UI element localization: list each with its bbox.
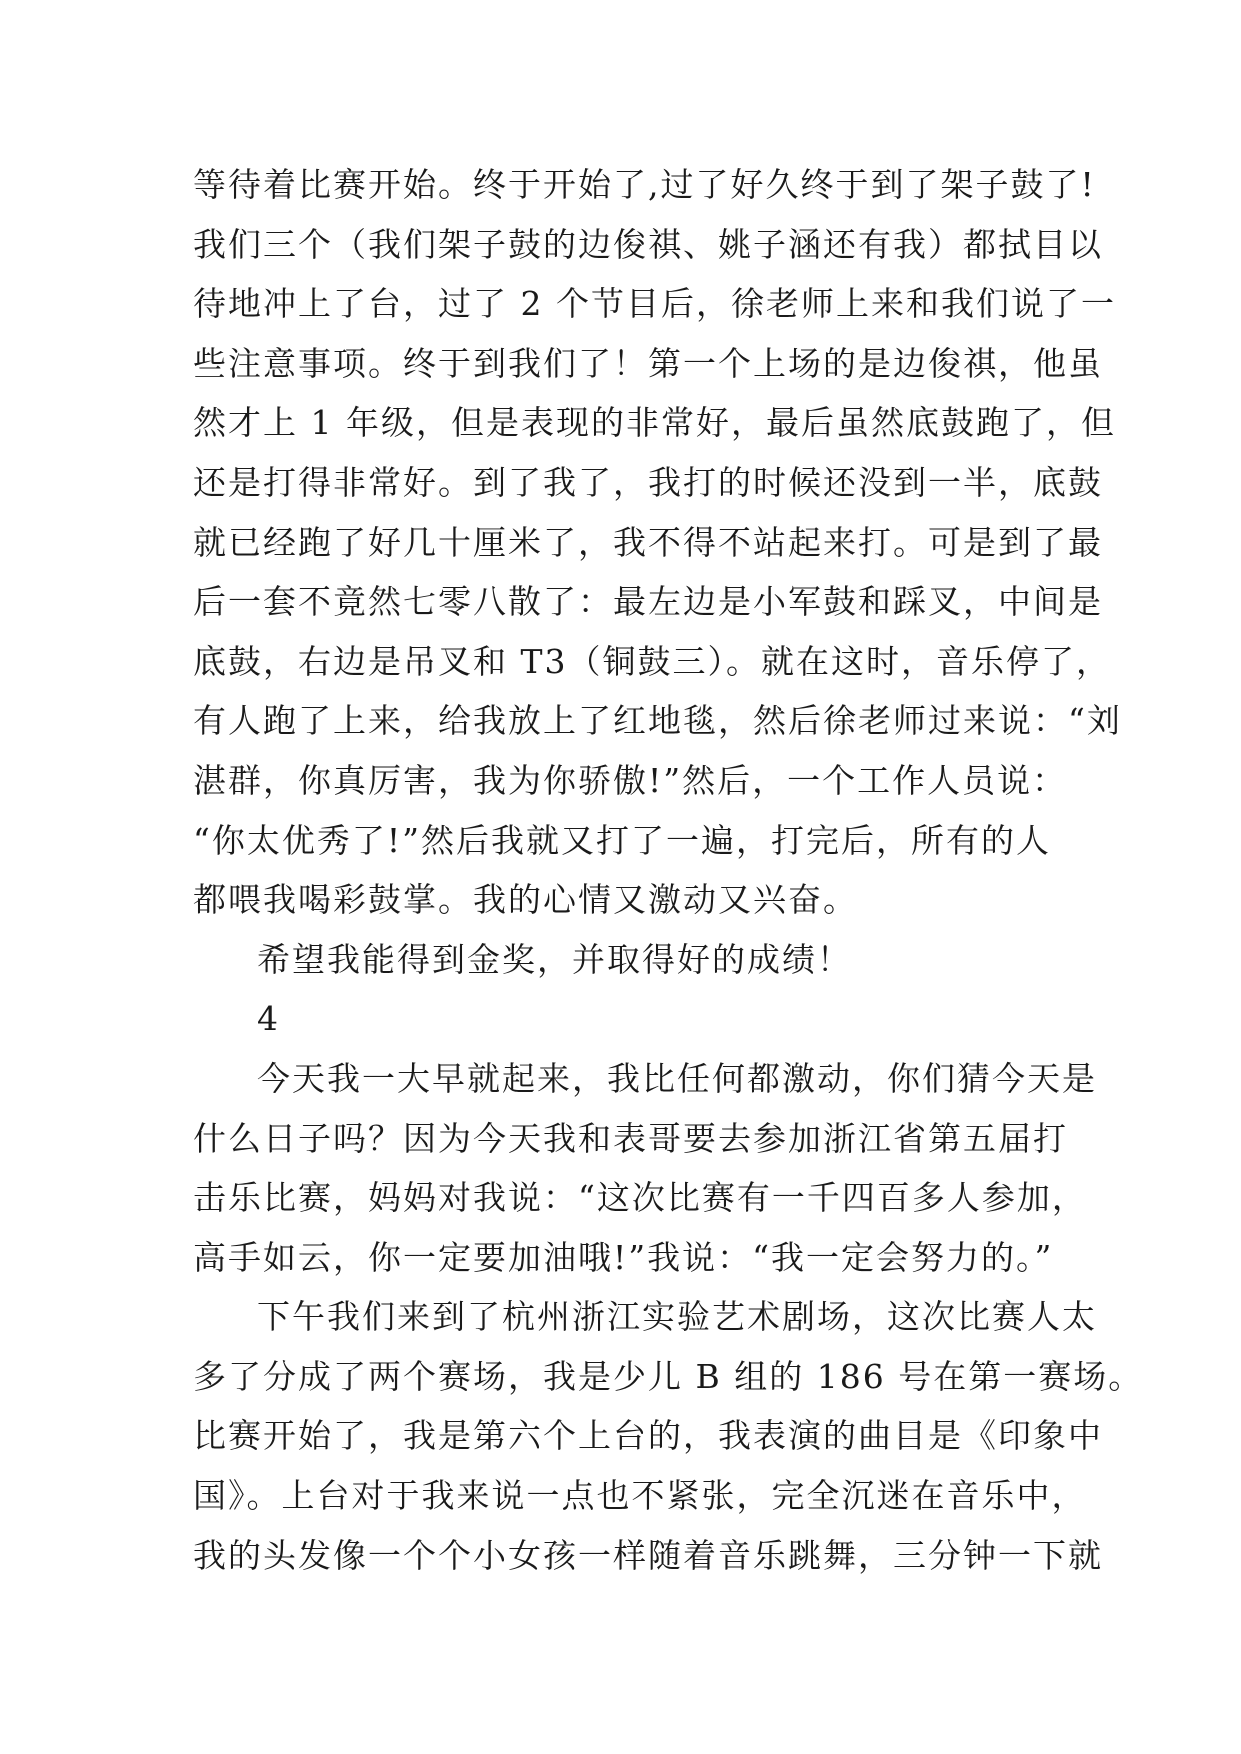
text-line: 些注意事项。终于到我们了！第一个上场的是边俊祺，他虽 [193, 343, 1103, 383]
text-line: 等待着比赛开始。终于开始了,过了好久终于到了架子鼓了! [193, 165, 1096, 204]
document-body [193, 155, 1144, 1585]
text-line: 还是打得非常好。到了我了，我打的时候还没到一半，底鼓 [193, 462, 1103, 502]
text-line: 我的头发像一个个小女孩一样随着音乐跳舞，三分钟一下就 [193, 1535, 1103, 1575]
text-line: 下午我们来到了杭州浙江实验艺术剧场，这次比赛人太 [257, 1297, 1097, 1337]
text-line: 后一套不竟然七零八散了：最左边是小军鼓和踩叉，中间是 [193, 582, 1103, 622]
text-line: 比赛开始了，我是第六个上台的，我表演的曲目是《印象中 [193, 1416, 1103, 1456]
text-line: 击乐比赛，妈妈对我说：“这次比赛有一千四百多人参加， [193, 1178, 1087, 1218]
text-line: 什么日子吗？因为今天我和表哥要去参加浙江省第五届打 [193, 1118, 1068, 1158]
text-line: 然才上 1 年级，但是表现的非常好，最后虽然底鼓跑了，但 [193, 403, 1116, 443]
text-line: 多了分成了两个赛场，我是少儿 B 组的 186 号在第一赛场。 [193, 1356, 1144, 1396]
text-line: 今天我一大早就起来，我比任何都激动，你们猜今天是 [257, 1058, 1097, 1098]
text-line: 4 [257, 999, 280, 1039]
text-line: 希望我能得到金奖，并取得好的成绩！ [257, 939, 852, 979]
text-line: 都喂我喝彩鼓掌。我的心情又激动又兴奋。 [193, 880, 858, 920]
text-line: 待地冲上了台，过了 2 个节目后，徐老师上来和我们说了一 [193, 284, 1116, 324]
text-line: 湛群，你真厉害，我为你骄傲!”然后，一个工作人员说： [193, 760, 1068, 800]
text-line: 有人跑了上来，给我放上了红地毯，然后徐老师过来说：“刘 [193, 701, 1122, 741]
text-line: “你太优秀了!”然后我就又打了一遍，打完后，所有的人 [193, 820, 1052, 860]
text-line: 国》。上台对于我来说一点也不紧张，完全沉迷在音乐中， [193, 1476, 1087, 1516]
text-line: 就已经跑了好几十厘米了，我不得不站起来打。可是到了最 [193, 522, 1103, 562]
text-line: 高手如云，你一定要加油哦!”我说：“我一定会努力的。” [193, 1237, 1054, 1277]
text-line: 底鼓，右边是吊叉和 T3（铜鼓三）。就在这时，音乐停了， [193, 641, 1111, 681]
text-line: 我们三个（我们架子鼓的边俊祺、姚子涵还有我）都拭目以 [193, 224, 1103, 264]
